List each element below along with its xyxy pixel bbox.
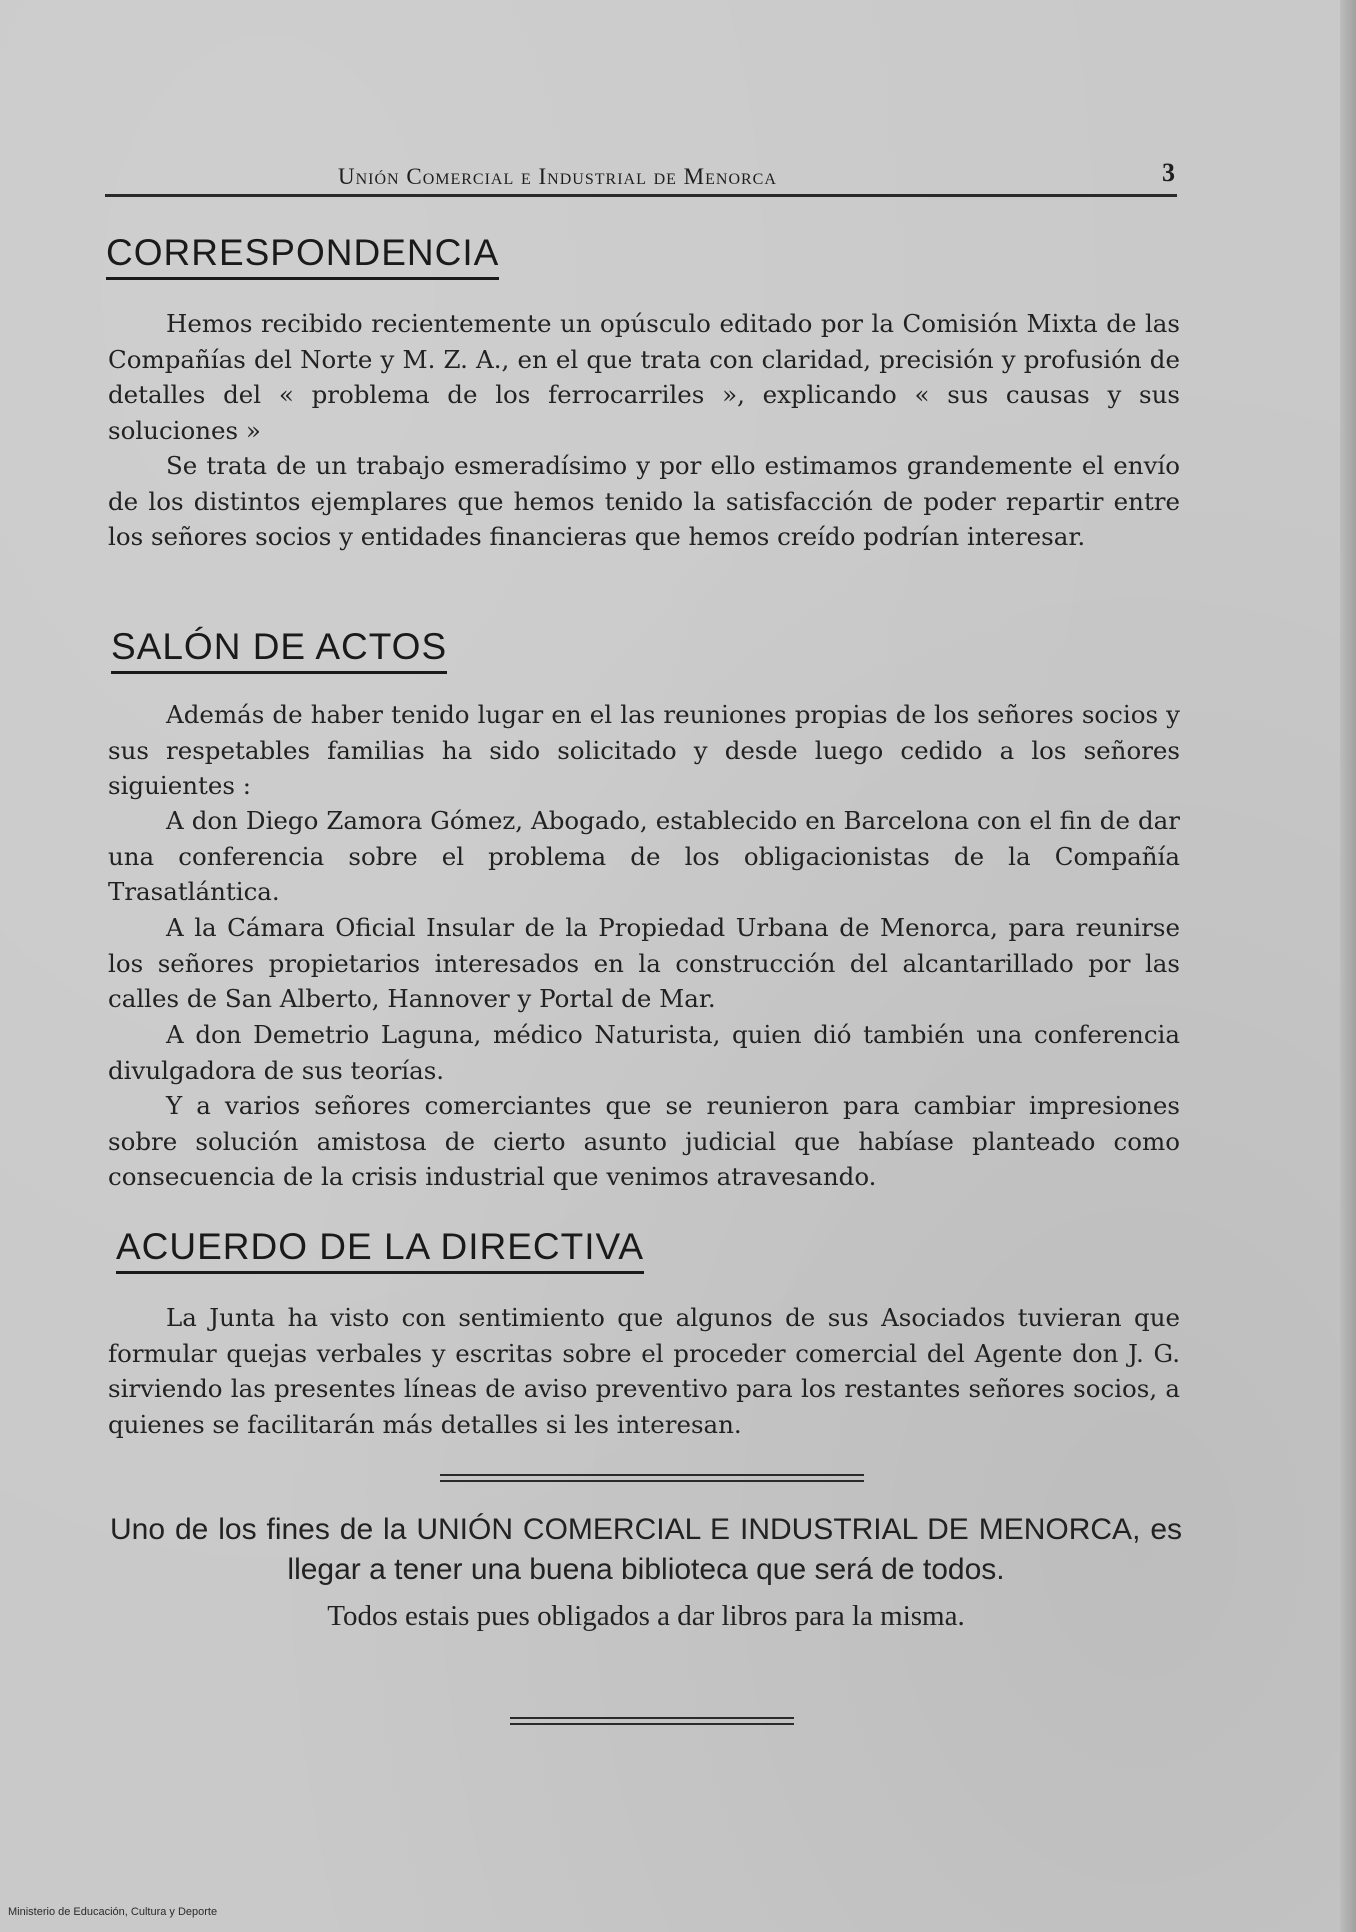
paragraph-salon-1: Además de haber tenido lugar en el las reuniones propias de los señores socios y sus respetables familias ha sido solicitado y desde luego cedido a los señores siguientes : <box>108 700 1180 800</box>
paragraph-salon-2: A don Diego Zamora Gómez, Abogado, establecido en Barcelona con el fin de dar una conferencia sobre el problema de los obligacionistas de la Compañía Trasatlántica. <box>108 806 1180 906</box>
notice-library-text: Uno de los fines de la UNIÓN COMERCIAL E INDUSTRIAL DE MENORCA, es llegar a tener una buena biblioteca que será de todos. <box>110 1513 1182 1586</box>
running-title: Unión Comercial e Industrial de Menorca <box>338 164 777 189</box>
paragraph-salon-4: A don Demetrio Laguna, médico Naturista, quien dió también una conferencia divulgadora de sus teorías. <box>108 1020 1180 1085</box>
page-edge-shadow <box>1340 0 1356 1932</box>
double-rule-divider <box>440 1474 864 1482</box>
double-rule-closing <box>510 1717 794 1725</box>
running-header <box>105 158 1177 197</box>
paragraph-salon-3: A la Cámara Oficial Insular de la Propiedad Urbana de Menorca, para reunirse los señores propietarios interesados en la construcción del alcantarillado por las calles de San Alberto, Hannover y Portal de Mar. <box>108 913 1180 1013</box>
paragraph-correspondencia-1: Hemos recibido recientemente un opúsculo editado por la Comisión Mixta de las Compañías del Norte y M. Z. A., en el que trata con claridad, precisión y profusión de detalles del « problema de los ferrocarriles », explicando « sus causas y sus soluciones » <box>108 309 1180 445</box>
notice-obligation-text: Todos estais pues obligados a dar libros para la misma. <box>327 1600 965 1632</box>
footer-credit: Ministerio de Educación, Cultura y Deporte <box>8 1906 218 1918</box>
paragraph-salon-5: Y a varios señores comerciantes que se reunieron para cambiar impresiones sobre solución amistosa de cierto asunto judicial que habíase planteado como consecuencia de la crisis industrial que venimos atravesando. <box>108 1091 1180 1191</box>
paragraph-acuerdo-1: La Junta ha visto con sentimiento que algunos de sus Asociados tuvieran que formular quejas verbales y escritas sobre el proceder comercial del Agente don J. G. sirviendo las presentes líneas de aviso preventivo para los restantes señores socios, a quienes se facilitarán más detalles si les interesan. <box>108 1303 1180 1439</box>
heading-correspondencia: CORRESPONDENCIA <box>106 232 499 280</box>
paragraph-correspondencia-2: Se trata de un trabajo esmeradísimo y por ello estimamos grandemente el envío de los distintos ejemplares que hemos tenido la satisfacción de poder repartir entre los señores socios y entidades financieras que hemos creído podrían interesar. <box>108 451 1180 551</box>
page-number: 3 <box>1162 158 1175 187</box>
heading-salon-de-actos: SALÓN DE ACTOS <box>111 626 447 674</box>
library-notice <box>110 1510 1182 1636</box>
heading-acuerdo-directiva: ACUERDO DE LA DIRECTIVA <box>116 1226 644 1274</box>
